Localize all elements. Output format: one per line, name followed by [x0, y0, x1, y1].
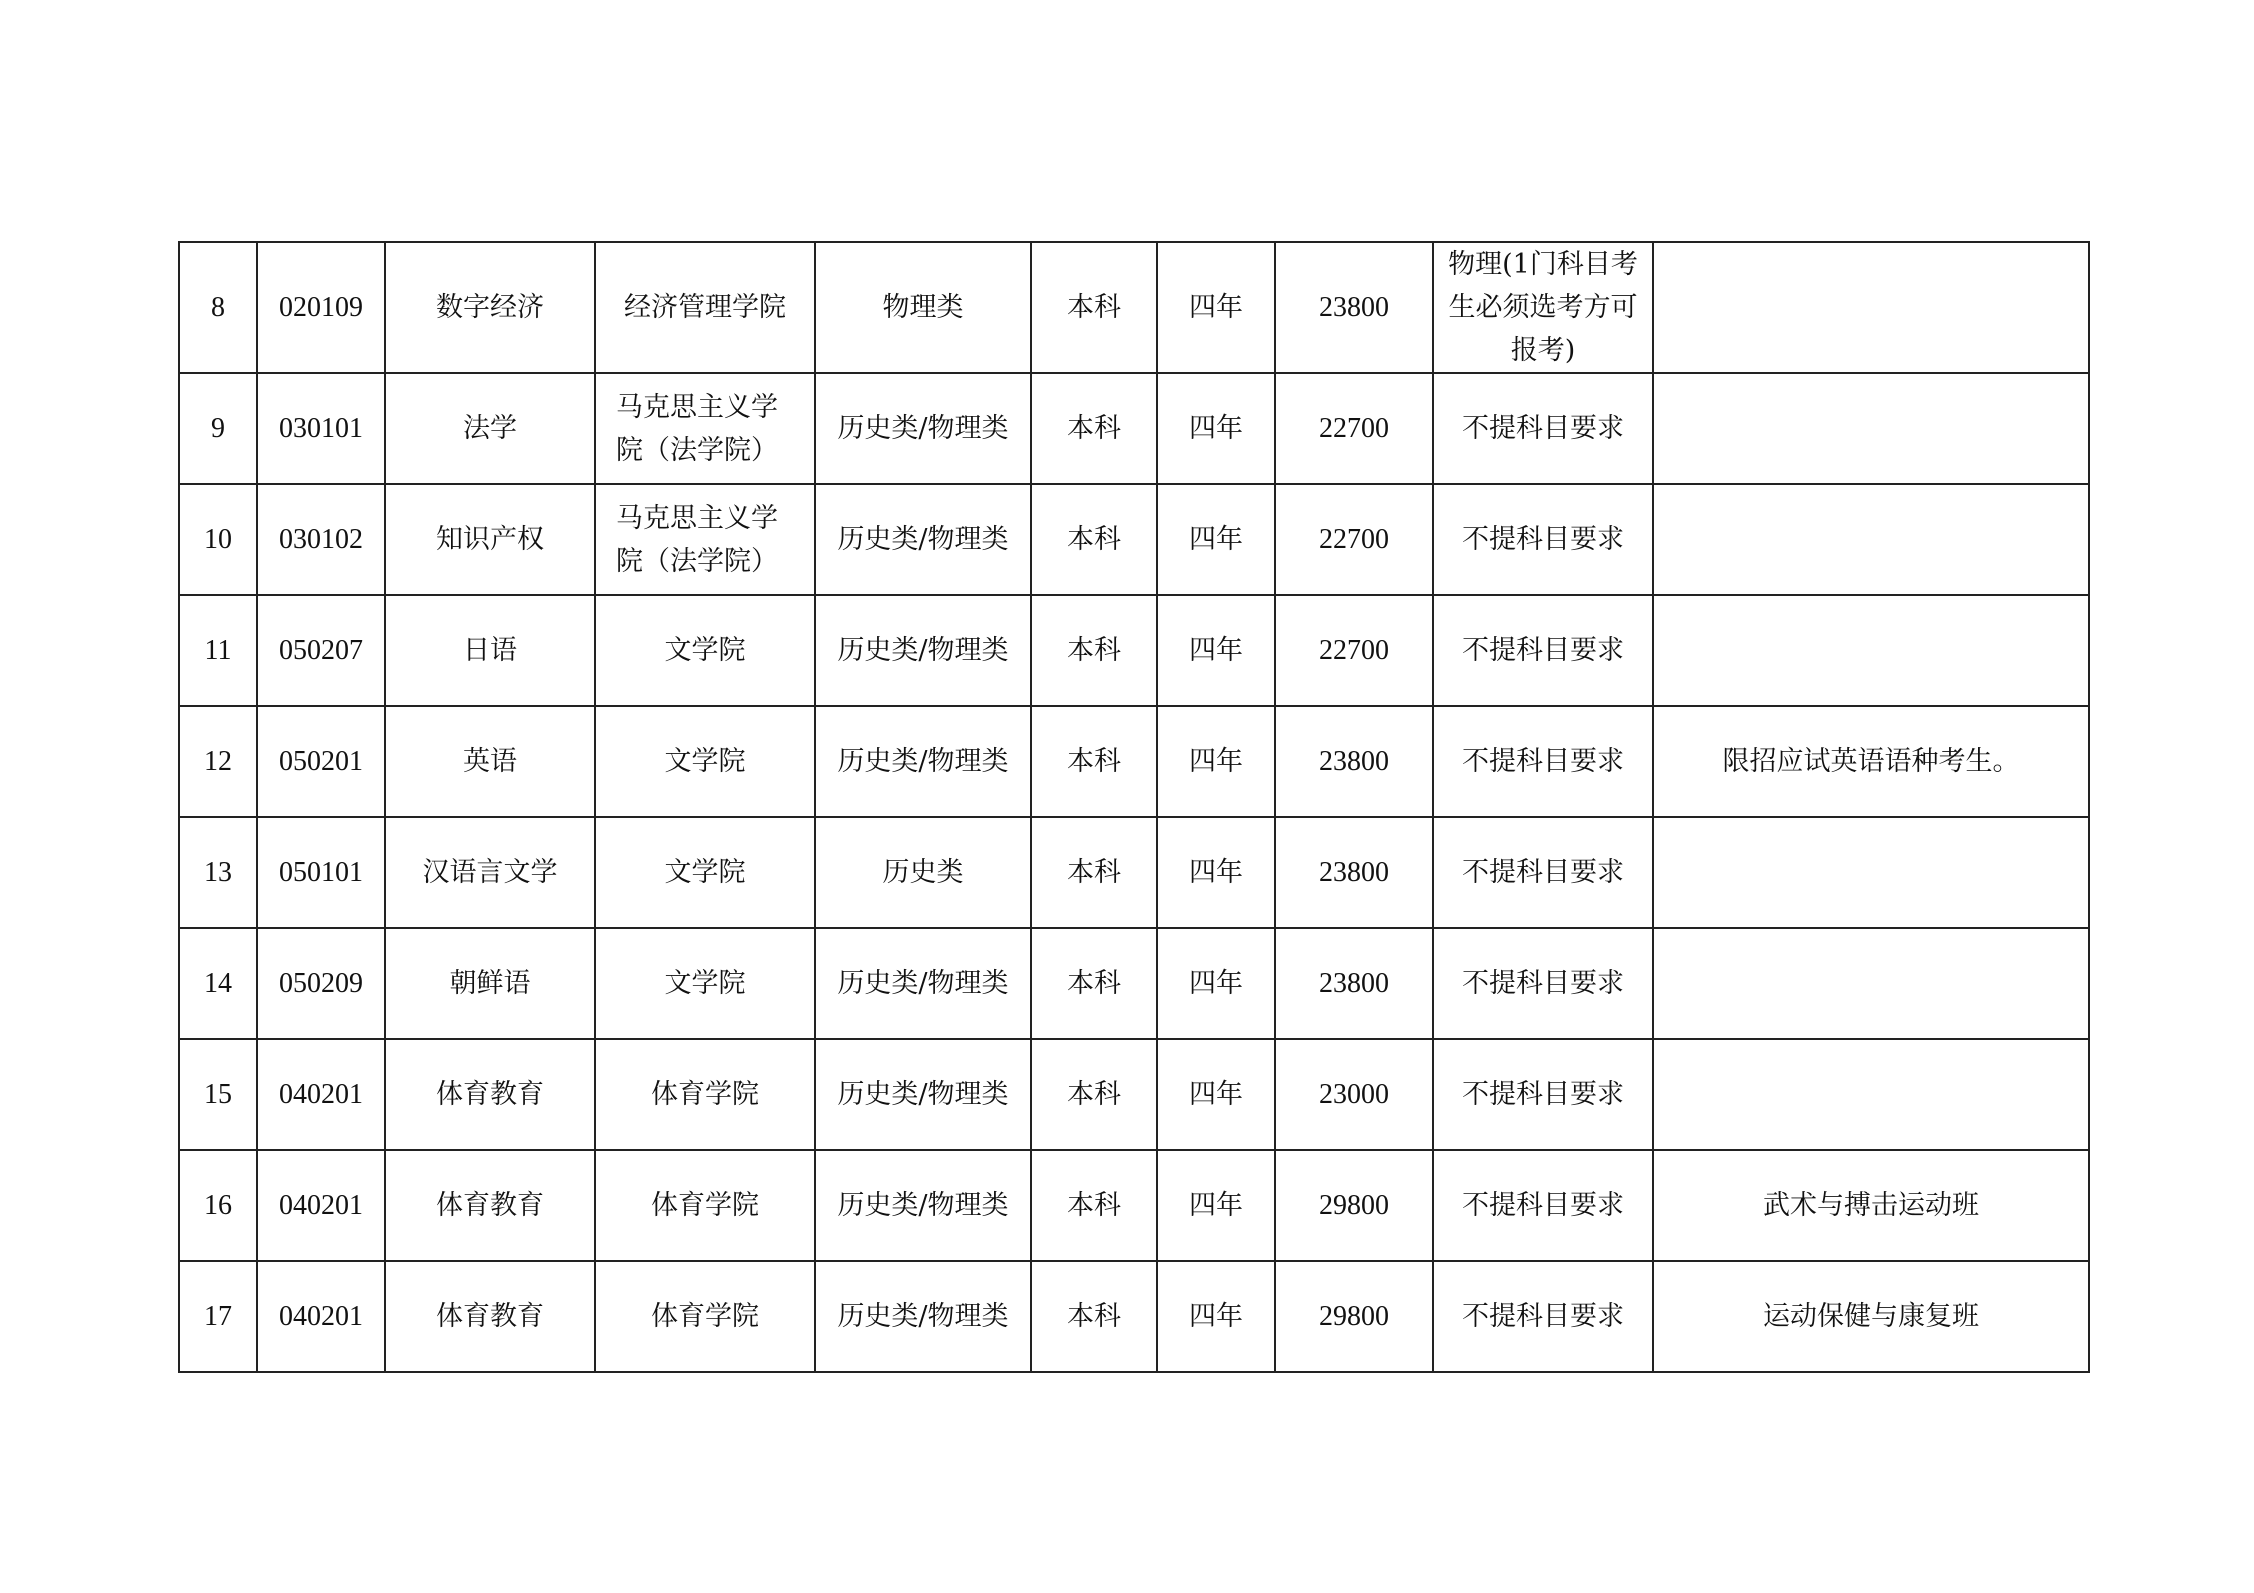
cell-level: 本科 — [1031, 595, 1157, 706]
cell-subject-requirement — [1433, 1039, 1653, 1150]
cell-subject-requirement-text: 不提科目要求 — [1462, 635, 1624, 666]
cell-number: 11 — [179, 595, 257, 706]
cell-number: 15 — [179, 1039, 257, 1150]
cell-subject-requirement — [1433, 242, 1653, 373]
cell-subject-category: 历史类/物理类 — [815, 1150, 1031, 1261]
cell-note — [1653, 1039, 2089, 1150]
cell-major-name: 知识产权 — [385, 484, 595, 595]
cell-level: 本科 — [1031, 817, 1157, 928]
cell-college — [595, 1039, 815, 1150]
cell-number: 9 — [179, 373, 257, 484]
cell-college-text: 体育学院 — [651, 1079, 759, 1110]
cell-tuition: 23800 — [1275, 817, 1433, 928]
cell-note: 运动保健与康复班 — [1653, 1261, 2089, 1372]
cell-duration: 四年 — [1157, 1039, 1275, 1150]
cell-tuition: 23800 — [1275, 706, 1433, 817]
cell-college — [595, 1261, 815, 1372]
table-body — [179, 242, 2089, 1372]
cell-number: 16 — [179, 1150, 257, 1261]
cell-major-code: 050201 — [257, 706, 385, 817]
cell-subject-requirement — [1433, 1150, 1653, 1261]
cell-duration: 四年 — [1157, 1150, 1275, 1261]
table-row — [179, 1261, 2089, 1372]
cell-major-name: 汉语言文学 — [385, 817, 595, 928]
cell-subject-requirement-text: 不提科目要求 — [1462, 413, 1624, 444]
table-row — [179, 242, 2089, 373]
cell-major-name: 体育教育 — [385, 1150, 595, 1261]
cell-level: 本科 — [1031, 1150, 1157, 1261]
cell-college-text: 马克思主义学院（法学院） — [616, 502, 778, 577]
cell-subject-category: 历史类/物理类 — [815, 706, 1031, 817]
cell-level: 本科 — [1031, 484, 1157, 595]
cell-note — [1653, 484, 2089, 595]
cell-major-code: 050101 — [257, 817, 385, 928]
cell-subject-requirement — [1433, 706, 1653, 817]
cell-major-name: 朝鲜语 — [385, 928, 595, 1039]
cell-college-text: 马克思主义学院（法学院） — [616, 391, 778, 466]
cell-level: 本科 — [1031, 706, 1157, 817]
cell-duration: 四年 — [1157, 706, 1275, 817]
cell-college-text: 文学院 — [664, 857, 746, 888]
cell-duration: 四年 — [1157, 928, 1275, 1039]
cell-tuition: 23000 — [1275, 1039, 1433, 1150]
cell-level: 本科 — [1031, 928, 1157, 1039]
cell-college — [595, 1150, 815, 1261]
cell-level: 本科 — [1031, 373, 1157, 484]
table-row — [179, 706, 2089, 817]
cell-major-name: 英语 — [385, 706, 595, 817]
cell-duration: 四年 — [1157, 595, 1275, 706]
cell-subject-category: 历史类/物理类 — [815, 484, 1031, 595]
cell-duration: 四年 — [1157, 242, 1275, 373]
cell-subject-category: 历史类/物理类 — [815, 1039, 1031, 1150]
cell-college-text: 文学院 — [664, 746, 746, 777]
cell-number: 10 — [179, 484, 257, 595]
cell-duration: 四年 — [1157, 817, 1275, 928]
cell-college — [595, 242, 815, 373]
table-row — [179, 484, 2089, 595]
table-row — [179, 1150, 2089, 1261]
cell-college-text: 经济管理学院 — [624, 292, 786, 323]
cell-college — [595, 817, 815, 928]
cell-tuition: 23800 — [1275, 928, 1433, 1039]
cell-college — [595, 373, 815, 484]
cell-subject-requirement-text: 不提科目要求 — [1462, 1079, 1624, 1110]
cell-note — [1653, 373, 2089, 484]
cell-college-text: 文学院 — [664, 968, 746, 999]
cell-tuition: 29800 — [1275, 1261, 1433, 1372]
cell-college — [595, 706, 815, 817]
cell-tuition: 29800 — [1275, 1150, 1433, 1261]
cell-major-code: 030101 — [257, 373, 385, 484]
table-row — [179, 817, 2089, 928]
cell-number: 13 — [179, 817, 257, 928]
cell-subject-category: 历史类/物理类 — [815, 373, 1031, 484]
cell-major-name: 法学 — [385, 373, 595, 484]
cell-major-code: 040201 — [257, 1150, 385, 1261]
cell-subject-category: 历史类 — [815, 817, 1031, 928]
cell-college-text: 体育学院 — [651, 1301, 759, 1332]
table-row — [179, 373, 2089, 484]
cell-note: 限招应试英语语种考生。 — [1653, 706, 2089, 817]
cell-college — [595, 484, 815, 595]
cell-note — [1653, 595, 2089, 706]
cell-subject-category: 历史类/物理类 — [815, 928, 1031, 1039]
cell-subject-category: 物理类 — [815, 242, 1031, 373]
cell-level: 本科 — [1031, 1261, 1157, 1372]
cell-subject-requirement-text: 物理(1门科目考生必须选考方可报考) — [1448, 249, 1638, 366]
cell-note — [1653, 928, 2089, 1039]
cell-level: 本科 — [1031, 242, 1157, 373]
cell-subject-requirement — [1433, 484, 1653, 595]
cell-number: 8 — [179, 242, 257, 373]
cell-subject-category: 历史类/物理类 — [815, 595, 1031, 706]
cell-subject-category: 历史类/物理类 — [815, 1261, 1031, 1372]
cell-major-name: 数字经济 — [385, 242, 595, 373]
cell-duration: 四年 — [1157, 373, 1275, 484]
cell-subject-requirement-text: 不提科目要求 — [1462, 1190, 1624, 1221]
cell-subject-requirement — [1433, 817, 1653, 928]
cell-duration: 四年 — [1157, 484, 1275, 595]
cell-subject-requirement — [1433, 595, 1653, 706]
cell-college-text: 体育学院 — [651, 1190, 759, 1221]
cell-subject-requirement-text: 不提科目要求 — [1462, 968, 1624, 999]
cell-level: 本科 — [1031, 1039, 1157, 1150]
cell-major-code: 050207 — [257, 595, 385, 706]
cell-subject-requirement-text: 不提科目要求 — [1462, 1301, 1624, 1332]
cell-duration: 四年 — [1157, 1261, 1275, 1372]
cell-major-name: 日语 — [385, 595, 595, 706]
cell-number: 17 — [179, 1261, 257, 1372]
cell-subject-requirement-text: 不提科目要求 — [1462, 857, 1624, 888]
cell-subject-requirement — [1433, 373, 1653, 484]
cell-subject-requirement — [1433, 928, 1653, 1039]
cell-major-name: 体育教育 — [385, 1261, 595, 1372]
cell-major-code: 040201 — [257, 1261, 385, 1372]
cell-major-code: 050209 — [257, 928, 385, 1039]
cell-major-name: 体育教育 — [385, 1039, 595, 1150]
cell-college — [595, 595, 815, 706]
table-row — [179, 928, 2089, 1039]
cell-note — [1653, 817, 2089, 928]
cell-subject-requirement — [1433, 1261, 1653, 1372]
cell-major-code: 020109 — [257, 242, 385, 373]
cell-major-code: 040201 — [257, 1039, 385, 1150]
table-row — [179, 595, 2089, 706]
admissions-table — [178, 241, 2090, 1373]
cell-college-text: 文学院 — [664, 635, 746, 666]
cell-subject-requirement-text: 不提科目要求 — [1462, 524, 1624, 555]
cell-major-code: 030102 — [257, 484, 385, 595]
cell-subject-requirement-text: 不提科目要求 — [1462, 746, 1624, 777]
cell-college — [595, 928, 815, 1039]
cell-tuition: 23800 — [1275, 242, 1433, 373]
cell-tuition: 22700 — [1275, 373, 1433, 484]
cell-note — [1653, 242, 2089, 373]
cell-tuition: 22700 — [1275, 595, 1433, 706]
cell-number: 12 — [179, 706, 257, 817]
cell-number: 14 — [179, 928, 257, 1039]
cell-tuition: 22700 — [1275, 484, 1433, 595]
table-row — [179, 1039, 2089, 1150]
cell-note: 武术与搏击运动班 — [1653, 1150, 2089, 1261]
